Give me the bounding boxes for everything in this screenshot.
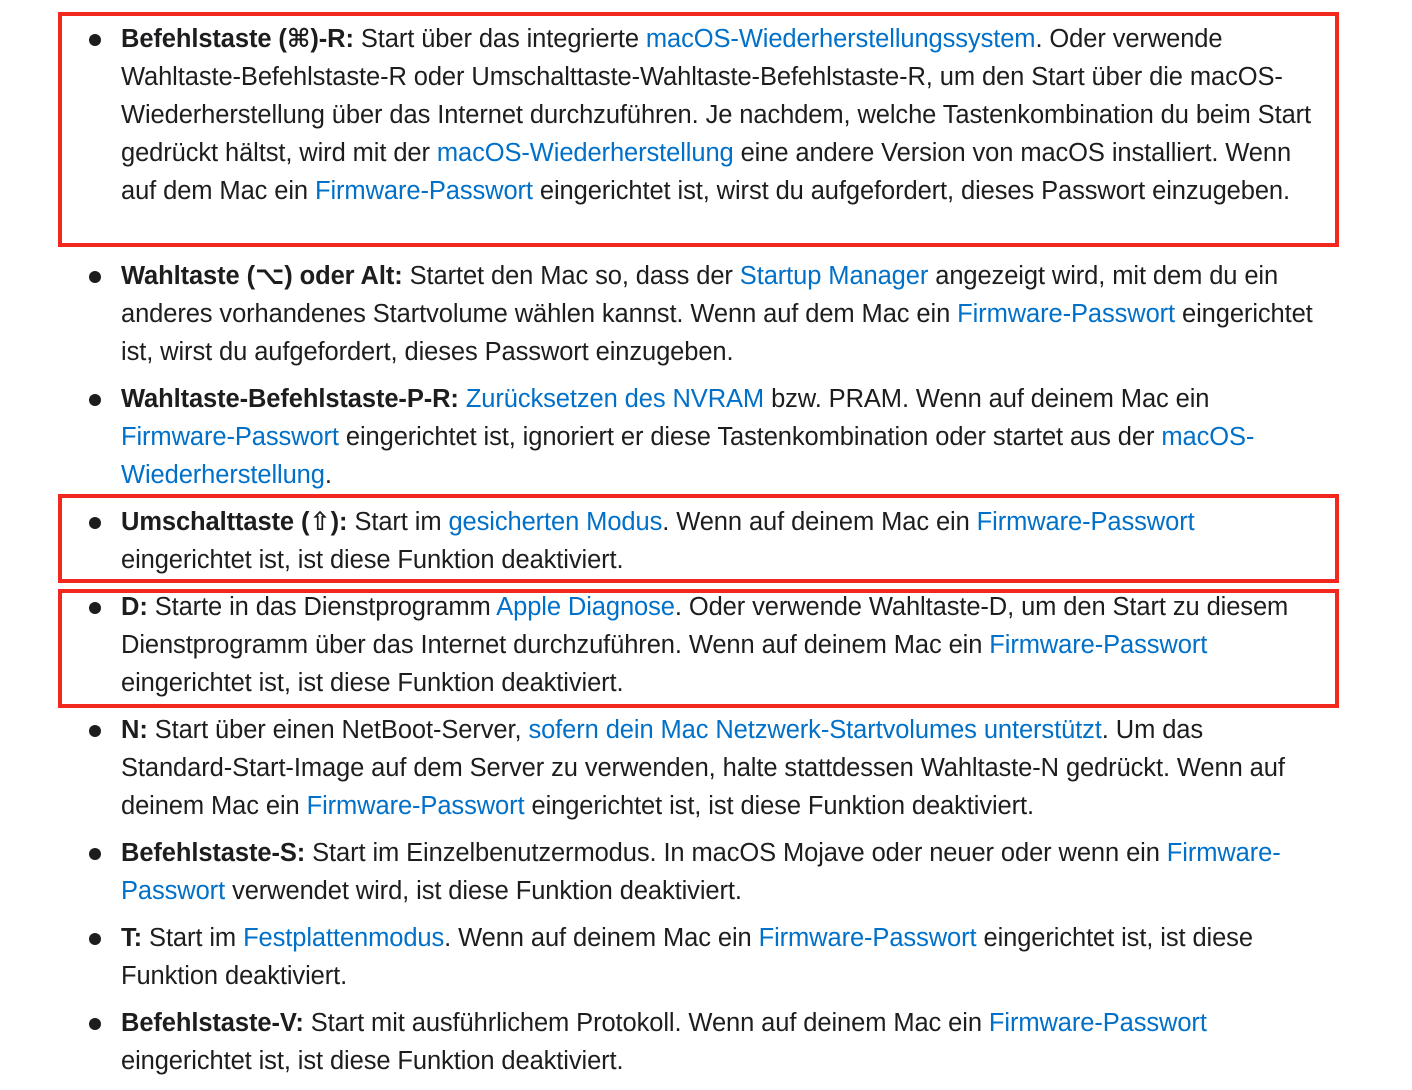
link-target-disk-mode[interactable]: Festplattenmodus (243, 924, 445, 952)
link-firmware-password[interactable]: Firmware-Passwort (306, 792, 525, 820)
bullet (89, 517, 101, 529)
shortcut-key: Befehlstaste-V: (121, 1009, 304, 1037)
bullet (89, 933, 101, 945)
shortcut-key: Wahltaste-Befehlstaste-P-R: (121, 385, 459, 413)
bullet (89, 34, 101, 46)
link-firmware-password[interactable]: Firmware-Passwort (976, 508, 1195, 536)
link-firmware-password[interactable]: Firmware-Passwort (957, 300, 1176, 328)
list-item-text: T: Start im Festplattenmodus. Wenn auf deinem Mac ein Firmware-Passwort eingerichtet ist, ist diese Funktion deaktiviert. (121, 924, 1253, 990)
shortcut-key: N: (121, 716, 148, 744)
link-macos-recovery[interactable]: macOS-Wiederherstellung (121, 423, 1255, 489)
bullet (89, 271, 101, 283)
shortcut-key: T: (121, 924, 143, 952)
link-firmware-password[interactable]: Firmware-Passwort (758, 924, 977, 952)
shortcut-key: D: (121, 593, 148, 621)
link-firmware-password[interactable]: Firmware-Passwort (121, 839, 1281, 905)
list-item-text: Befehlstaste-S: Start im Einzelbenutzermodus. In macOS Mojave oder neuer oder wenn ein Firmware-Passwort verwendet wird, ist diese Funktion deaktiviert. (121, 839, 1281, 905)
bullet (89, 602, 101, 614)
list-item-text: D: Starte in das Dienstprogramm Apple Diagnose. Oder verwende Wahltaste-D, um den Start zu diesem Dienstprogramm über das Internet durchzuführen. Wenn auf deinem Mac ein Firmware-Passwort eingerichtet ist, ist diese Funktion deaktiviert. (121, 593, 1289, 697)
link-firmware-password[interactable]: Firmware-Passwort (988, 1009, 1207, 1037)
list-item-text: Befehlstaste (⌘)-R: Start über das integrierte macOS-Wiederherstellungssystem. Oder verwende Wahltaste-Befehlstaste-R oder Umschalttaste-Wahltaste-Befehlstaste-R, um den Start über die macOS-Wiederherstellung über das Internet durchzuführen. Je nachdem, welche Tastenkombination du beim Start gedrückt hältst, wird mit der macOS-Wiederherstellung eine andere Version von macOS installiert. Wenn auf dem Mac ein Firmware-Passwort eingerichtet ist, wirst du aufgefordert, dieses Passwort einzugeben. (121, 25, 1312, 205)
link-macos-recovery[interactable]: macOS-Wiederherstellung (436, 139, 734, 167)
list-item-text: Wahltaste-Befehlstaste-P-R: Zurücksetzen des NVRAM bzw. PRAM. Wenn auf deinem Mac ein Firmware-Passwort eingerichtet ist, ignoriert er diese Tastenkombination oder startet aus der macOS-Wiederherstellung. (121, 385, 1255, 489)
shortcut-key: Umschalttaste (⇧): (121, 508, 348, 536)
link-reset-nvram[interactable]: Zurücksetzen des NVRAM (465, 385, 765, 413)
shortcut-key: Befehlstaste (⌘)-R: (121, 25, 354, 53)
list-item-text: Befehlstaste-V: Start mit ausführlichem Protokoll. Wenn auf deinem Mac ein Firmware-Passwort eingerichtet ist, ist diese Funktion deaktiviert. (121, 1009, 1207, 1075)
link-netboot-support[interactable]: sofern dein Mac Netzwerk-Startvolumes unterstützt (528, 716, 1102, 744)
link-firmware-password[interactable]: Firmware-Passwort (121, 423, 339, 451)
link-apple-diagnostics[interactable]: Apple Diagnose (496, 593, 675, 621)
bullet (89, 394, 101, 406)
link-startup-manager[interactable]: Startup Manager (739, 262, 929, 290)
link-safe-mode[interactable]: gesicherten Modus (448, 508, 663, 536)
bullet (89, 725, 101, 737)
link-firmware-password[interactable]: Firmware-Passwort (315, 177, 533, 205)
list-item-text: N: Start über einen NetBoot-Server, sofern dein Mac Netzwerk-Startvolumes unterstützt. Um das Standard-Start-Image auf dem Server zu verwenden, halte stattdessen Wahltaste-N gedrückt. Wenn auf deinem Mac ein Firmware-Passwort eingerichtet ist, ist diese Funktion deaktiviert. (121, 716, 1285, 820)
shortcut-key: Wahltaste (⌥) oder Alt: (121, 262, 403, 290)
bullet (89, 1018, 101, 1030)
list-item-text: Umschalttaste (⇧): Start im gesicherten Modus. Wenn auf deinem Mac ein Firmware-Passwort eingerichtet ist, ist diese Funktion deaktiviert. (121, 508, 1195, 574)
link-firmware-password[interactable]: Firmware-Passwort (989, 631, 1208, 659)
link-macos-recovery-system[interactable]: macOS-Wiederherstellungssystem (645, 25, 1036, 53)
bullet (89, 848, 101, 860)
shortcut-key: Befehlstaste-S: (121, 839, 306, 867)
list-item-text: Wahltaste (⌥) oder Alt: Startet den Mac so, dass der Startup Manager angezeigt wird, mit dem du ein anderes vorhandenes Startvolume wählen kannst. Wenn auf dem Mac ein Firmware-Passwort eingerichtet ist, wirst du aufgefordert, dieses Passwort einzugeben. (121, 262, 1313, 366)
